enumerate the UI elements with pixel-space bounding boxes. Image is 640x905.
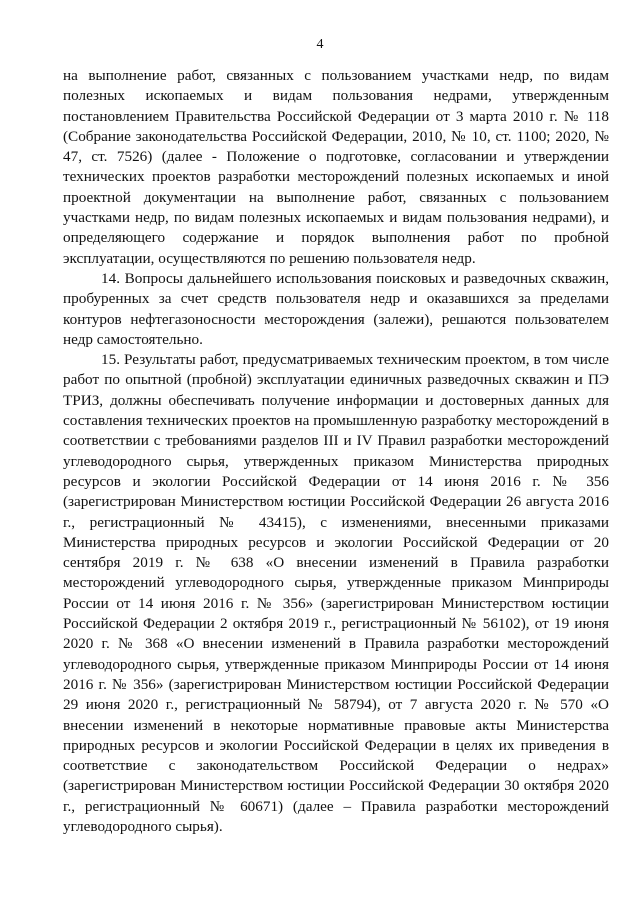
paragraph-continuation: на выполнение работ, связанных с пользованием участками недр, по видам полезных ископаемых и видам пользования недрами, утвержденным постановлением Правительства Российской Федерации от 3 марта 2010 г. № 118 (Собрание законодательства Российской Федерации, 2010, № 10, ст. 1100; 2020, № 47, ст. 7526) (далее - Положение о подготовке, согласовании и утверждении технических проектов разработки месторождений полезных ископаемых и иной проектной документации на выполнение работ, связанных с пользованием участками недр, по видам полезных ископаемых и видам пользования недрами), и определяющего содержание и порядок выполнения работ по пробной эксплуатации, осуществляются по решению пользователя недр. (63, 67, 609, 267)
paragraph-14: 14. Вопросы дальнейшего использования поисковых и разведочных скважин, пробуренных за счет средств пользователя недр и оказавшихся за пределами контуров нефтегазоносности месторождения (залежи), решаются пользователем недр самостоятельно. (63, 269, 609, 348)
document-body (63, 66, 609, 837)
paragraph-15: 15. Результаты работ, предусматриваемых техническим проектом, в том числе работ по опытной (пробной) эксплуатации единичных разведочных скважин и ПЭ ТРИЗ, должны обеспечивать получение информации и достоверных данных для составления технических проектов на промышленную разработку месторождений в соответствии с требованиями разделов III и IV Правил разработки месторождений углеводородного сырья, утвержденных приказом Министерства природных ресурсов и экологии Российской Федерации от 14 июня 2016 г. № 356 (зарегистрирован Министерством юстиции Российской Федерации 26 августа 2016 г., регистрационный № 43415), с изменениями, внесенными приказами Министерства природных ресурсов и экологии Российской Федерации от 20 сентября 2019 г. № 638 «О внесении изменений в Правила разработки месторождений углеводородного сырья, утвержденные приказом Минприроды России от 14 июня 2016 г. № 356» (зарегистрирован Министерством юстиции Российской Федерации 2 октября 2019 г., регистрационный № 56102), от 19 июня 2020 г. № 368 «О внесении изменений в Правила разработки месторождений углеводородного сырья, утвержденные приказом Минприроды России от 14 июня 2016 г. № 356» (зарегистрирован Министерством юстиции Российской Федерации 29 июня 2020 г., регистрационный № 58794), от 7 августа 2020 г. № 570 «О внесении изменений в некоторые нормативные правовые акты Министерства природных ресурсов и экологии Российской Федерации в целях их приведения в соответствие с законодательством Российской Федерации о недрах» (зарегистрирован Министерством юстиции Российской Федерации 30 октября 2020 г., регистрационный № 60671) (далее – Правила разработки месторождений углеводородного сырья). (63, 351, 609, 835)
page-number: 4 (316, 37, 324, 52)
